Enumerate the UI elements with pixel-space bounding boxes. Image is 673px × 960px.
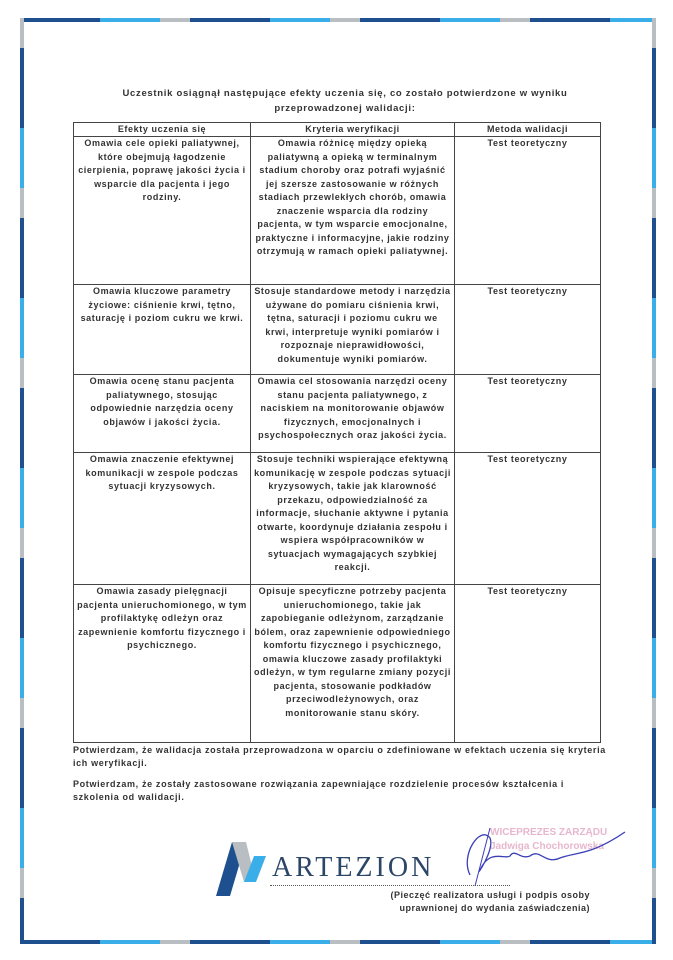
effect-cell: Omawia zasady pielęgnacji pacjenta unieruchomionego, w tym profilaktykę odleżyn oraz zapewnienie komfortu fizycznego i psychicznego. [74, 585, 251, 743]
stamp-title: WICEPREZES ZARZĄDU [490, 827, 608, 838]
effect-cell: Omawia znaczenie efektywnej komunikacji w zespole podczas sytuacji kryzysowych. [74, 453, 251, 585]
header-method: Metoda walidacji [455, 123, 601, 137]
signature [450, 820, 630, 886]
confirmation-1: Potwierdzam, że walidacja została przeprowadzona w oparciu o zdefiniowane w efektach uczenia się kryteria ich weryfikacji. [73, 745, 606, 768]
table-header-row [74, 123, 601, 137]
method-cell: Test teoretyczny [455, 453, 601, 585]
border-right [652, 18, 656, 944]
confirmation-2: Potwierdzam, że zostały zastosowane rozwiązania zapewniające rozdzielenie procesów kształcenia i szkolenia od walidacji. [73, 779, 565, 802]
border-top [20, 18, 656, 22]
border-left [20, 18, 24, 944]
header-criteria: Kryteria weryfikacji [251, 123, 455, 137]
border-bottom [20, 940, 656, 944]
criteria-cell: Omawia cel stosowania narzędzi oceny stanu pacjenta paliatywnego, z naciskiem na monitorowanie objawów fizycznych, emocjonalnych i psychospołecznych oraz jakości życia. [251, 375, 455, 453]
table-row [74, 285, 601, 375]
table-row [74, 453, 601, 585]
learning-outcomes-table [73, 122, 601, 743]
artezion-logo-icon [216, 842, 266, 896]
method-cell: Test teoretyczny [455, 375, 601, 453]
logo-text: ARTEZION [272, 852, 435, 883]
effect-cell: Omawia ocenę stanu pacjenta paliatywnego, stosując odpowiednie narzędzia oceny objawów i jakości życia. [74, 375, 251, 453]
criteria-cell: Stosuje standardowe metody i narzędzia używane do pomiaru ciśnienia krwi, tętna, saturacji i poziomu cukru we krwi, interpretuje wyniki pomiarów i rozpoznaje nieprawidłowości, dokumentuje wyniki pomiarów. [251, 285, 455, 375]
method-cell: Test teoretyczny [455, 137, 601, 285]
table-row [74, 137, 601, 285]
effect-cell: Omawia cele opieki paliatywnej, które obejmują łagodzenie cierpienia, poprawę jakości życia i wsparcie dla pacjenta i jego rodziny. [74, 137, 251, 285]
header-effects: Efekty uczenia się [74, 123, 251, 137]
table-row [74, 375, 601, 453]
effect-cell: Omawia kluczowe parametry życiowe: ciśnienie krwi, tętno, saturację i poziom cukru we krwi. [74, 285, 251, 375]
criteria-cell: Omawia różnicę między opieką paliatywną a opieką w terminalnym stadium choroby oraz potrafi wyjaśnić jej szersze zastosowanie w różnych stadiach przewlekłych chorób, omawia znaczenie wsparcia dla rodziny pacjenta, w tym wsparcie emocjonalne, praktyczne i informacyjne, jakie rodziny otrzymują w ramach opieki paliatywnej. [251, 137, 455, 285]
method-cell: Test teoretyczny [455, 285, 601, 375]
signature-caption: (Pieczęć realizatora usługi i podpis osoby uprawnionej do wydania zaświadczenia) [390, 890, 590, 913]
criteria-cell: Stosuje techniki wspierające efektywną komunikację w zespole podczas sytuacji kryzysowych, takie jak klarowność przekazu, odpowiedzialność za informacje, słuchanie aktywne i pytania otwarte, koordynuje działania zespołu i wspiera współpracowników w sytuacjach wymagających szybkiej reakcji. [251, 453, 455, 585]
table-row [74, 585, 601, 743]
stamp-name: Jadwiga Chochorowska [490, 841, 604, 852]
criteria-cell: Opisuje specyficzne potrzeby pacjenta unieruchomionego, takie jak zapobieganie odleżynom, zarządzanie bólem, oraz zapewnienie odpowiedniego komfortu fizycznego i psychicznego, omawia kluczowe zasady profilaktyki odleżyn, w tym regularne zmiany pozycji pacjenta, stosowanie podkładów przeciwodleżynowych, oraz monitorowanie stanu skóry. [251, 585, 455, 743]
main-content [73, 122, 613, 804]
signature-line [270, 885, 510, 886]
method-cell: Test teoretyczny [455, 585, 601, 743]
intro-text: Uczestnik osiągnął następujące efekty uczenia się, co zostało potwierdzone w wyniku przeprowadzonej walidacji: [122, 88, 568, 114]
